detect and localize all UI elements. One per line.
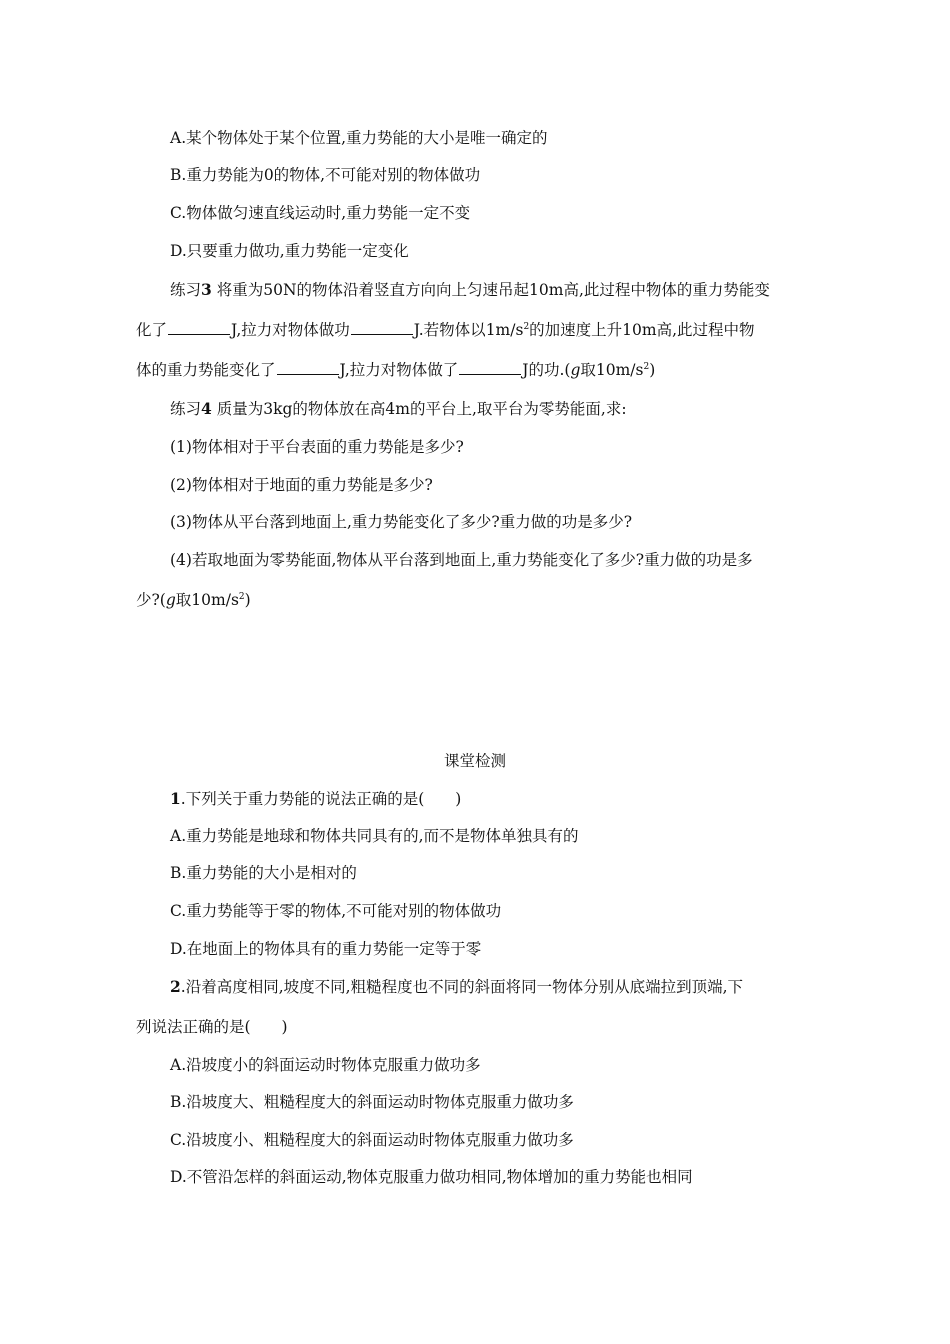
practice4-text: 质量为3kg的物体放在高4m的平台上,取平台为零势能面,求: [216, 400, 627, 418]
q1-option-d: D.在地面上的物体具有的重力势能一定等于零 [170, 940, 482, 958]
practice4-q4d: ) [244, 591, 251, 609]
q2-option-d: D.不管沿怎样的斜面运动,物体克服重力做功相同,物体增加的重力势能也相同 [170, 1168, 693, 1186]
q2-option-c: C.沿坡度小、粗糙程度大的斜面运动时物体克服重力做功多 [170, 1131, 574, 1149]
practice3-t3d: 取10m/s [580, 361, 644, 379]
section-title: 课堂检测 [443, 752, 506, 770]
q1-stem [170, 788, 461, 810]
practice4-number: 4 [201, 399, 212, 418]
q2-stem-text: .沿着高度相同,坡度不同,粗糙程度也不同的斜面将同一物体分别从底端拉到顶端,下 [180, 978, 744, 996]
practice3-number: 3 [201, 280, 212, 299]
q1-number: 1 [170, 789, 181, 808]
superscript: 2 [238, 591, 245, 602]
practice3-t3a: 体的重力势能变化了 [136, 361, 276, 379]
practice3-t2d: 的加速度上升10m高,此过程中物 [529, 321, 755, 339]
answer-blank [168, 320, 230, 335]
practice3-t2b: J,拉力对物体做功 [231, 321, 350, 339]
prev-option-b: B.重力势能为0的物体,不可能对别的物体做功 [170, 166, 481, 184]
practice3-t3b: J,拉力对物体做了 [339, 361, 459, 379]
g-symbol: g [165, 591, 176, 609]
q1-option-a: A.重力势能是地球和物体共同具有的,而不是物体单独具有的 [170, 827, 579, 845]
practice3-t2c: J.若物体以1m/s [413, 321, 524, 339]
superscript: 2 [523, 321, 530, 332]
q2-option-b: B.沿坡度大、粗糙程度大的斜面运动时物体克服重力做功多 [170, 1093, 574, 1111]
practice3-label: 练习 [170, 281, 202, 299]
answer-blank [351, 320, 413, 335]
practice4-q1: (1)物体相对于平台表面的重力势能是多少? [170, 438, 464, 456]
practice4-label: 练习 [170, 400, 202, 418]
superscript: 2 [643, 361, 650, 372]
practice4-q4c: 取10m/s [175, 591, 239, 609]
q2-stem-line2: 列说法正确的是( ) [136, 1018, 288, 1036]
practice4-q3: (3)物体从平台落到地面上,重力势能变化了多少?重力做的功是多少? [170, 513, 633, 531]
prev-option-a: A.某个物体处于某个位置,重力势能的大小是唯一确定的 [170, 129, 548, 147]
q1-stem-text: .下列关于重力势能的说法正确的是( ) [180, 790, 462, 808]
practice4-q4-line2 [136, 589, 251, 611]
practice3-t3e: ) [649, 361, 656, 379]
answer-blank [277, 360, 339, 375]
q2-option-a: A.沿坡度小的斜面运动时物体克服重力做功多 [170, 1056, 481, 1074]
q1-option-b: B.重力势能的大小是相对的 [170, 864, 357, 882]
q2-stem-line1 [170, 976, 743, 998]
practice3-t3c: J的功.( [522, 361, 571, 379]
practice4-q4b: 少?( [136, 591, 166, 609]
practice4-q4-line1: (4)若取地面为零势能面,物体从平台落到地面上,重力势能变化了多少?重力做的功是多 [170, 551, 753, 569]
prev-option-d: D.只要重力做功,重力势能一定变化 [170, 242, 409, 260]
practice3-t2a: 化了 [136, 321, 168, 339]
practice3-line2 [136, 319, 755, 341]
practice4-line1 [170, 398, 627, 420]
practice3-text1: 将重为50N的物体沿着竖直方向向上匀速吊起10m高,此过程中物体的重力势能变 [216, 281, 770, 299]
practice3-line1 [170, 279, 770, 301]
answer-blank [459, 360, 521, 375]
q2-number: 2 [170, 977, 181, 996]
practice3-line3 [136, 359, 655, 381]
g-symbol: g [570, 361, 581, 379]
q1-option-c: C.重力势能等于零的物体,不可能对别的物体做功 [170, 902, 502, 920]
practice4-q2: (2)物体相对于地面的重力势能是多少? [170, 476, 433, 494]
prev-option-c: C.物体做匀速直线运动时,重力势能一定不变 [170, 204, 471, 222]
